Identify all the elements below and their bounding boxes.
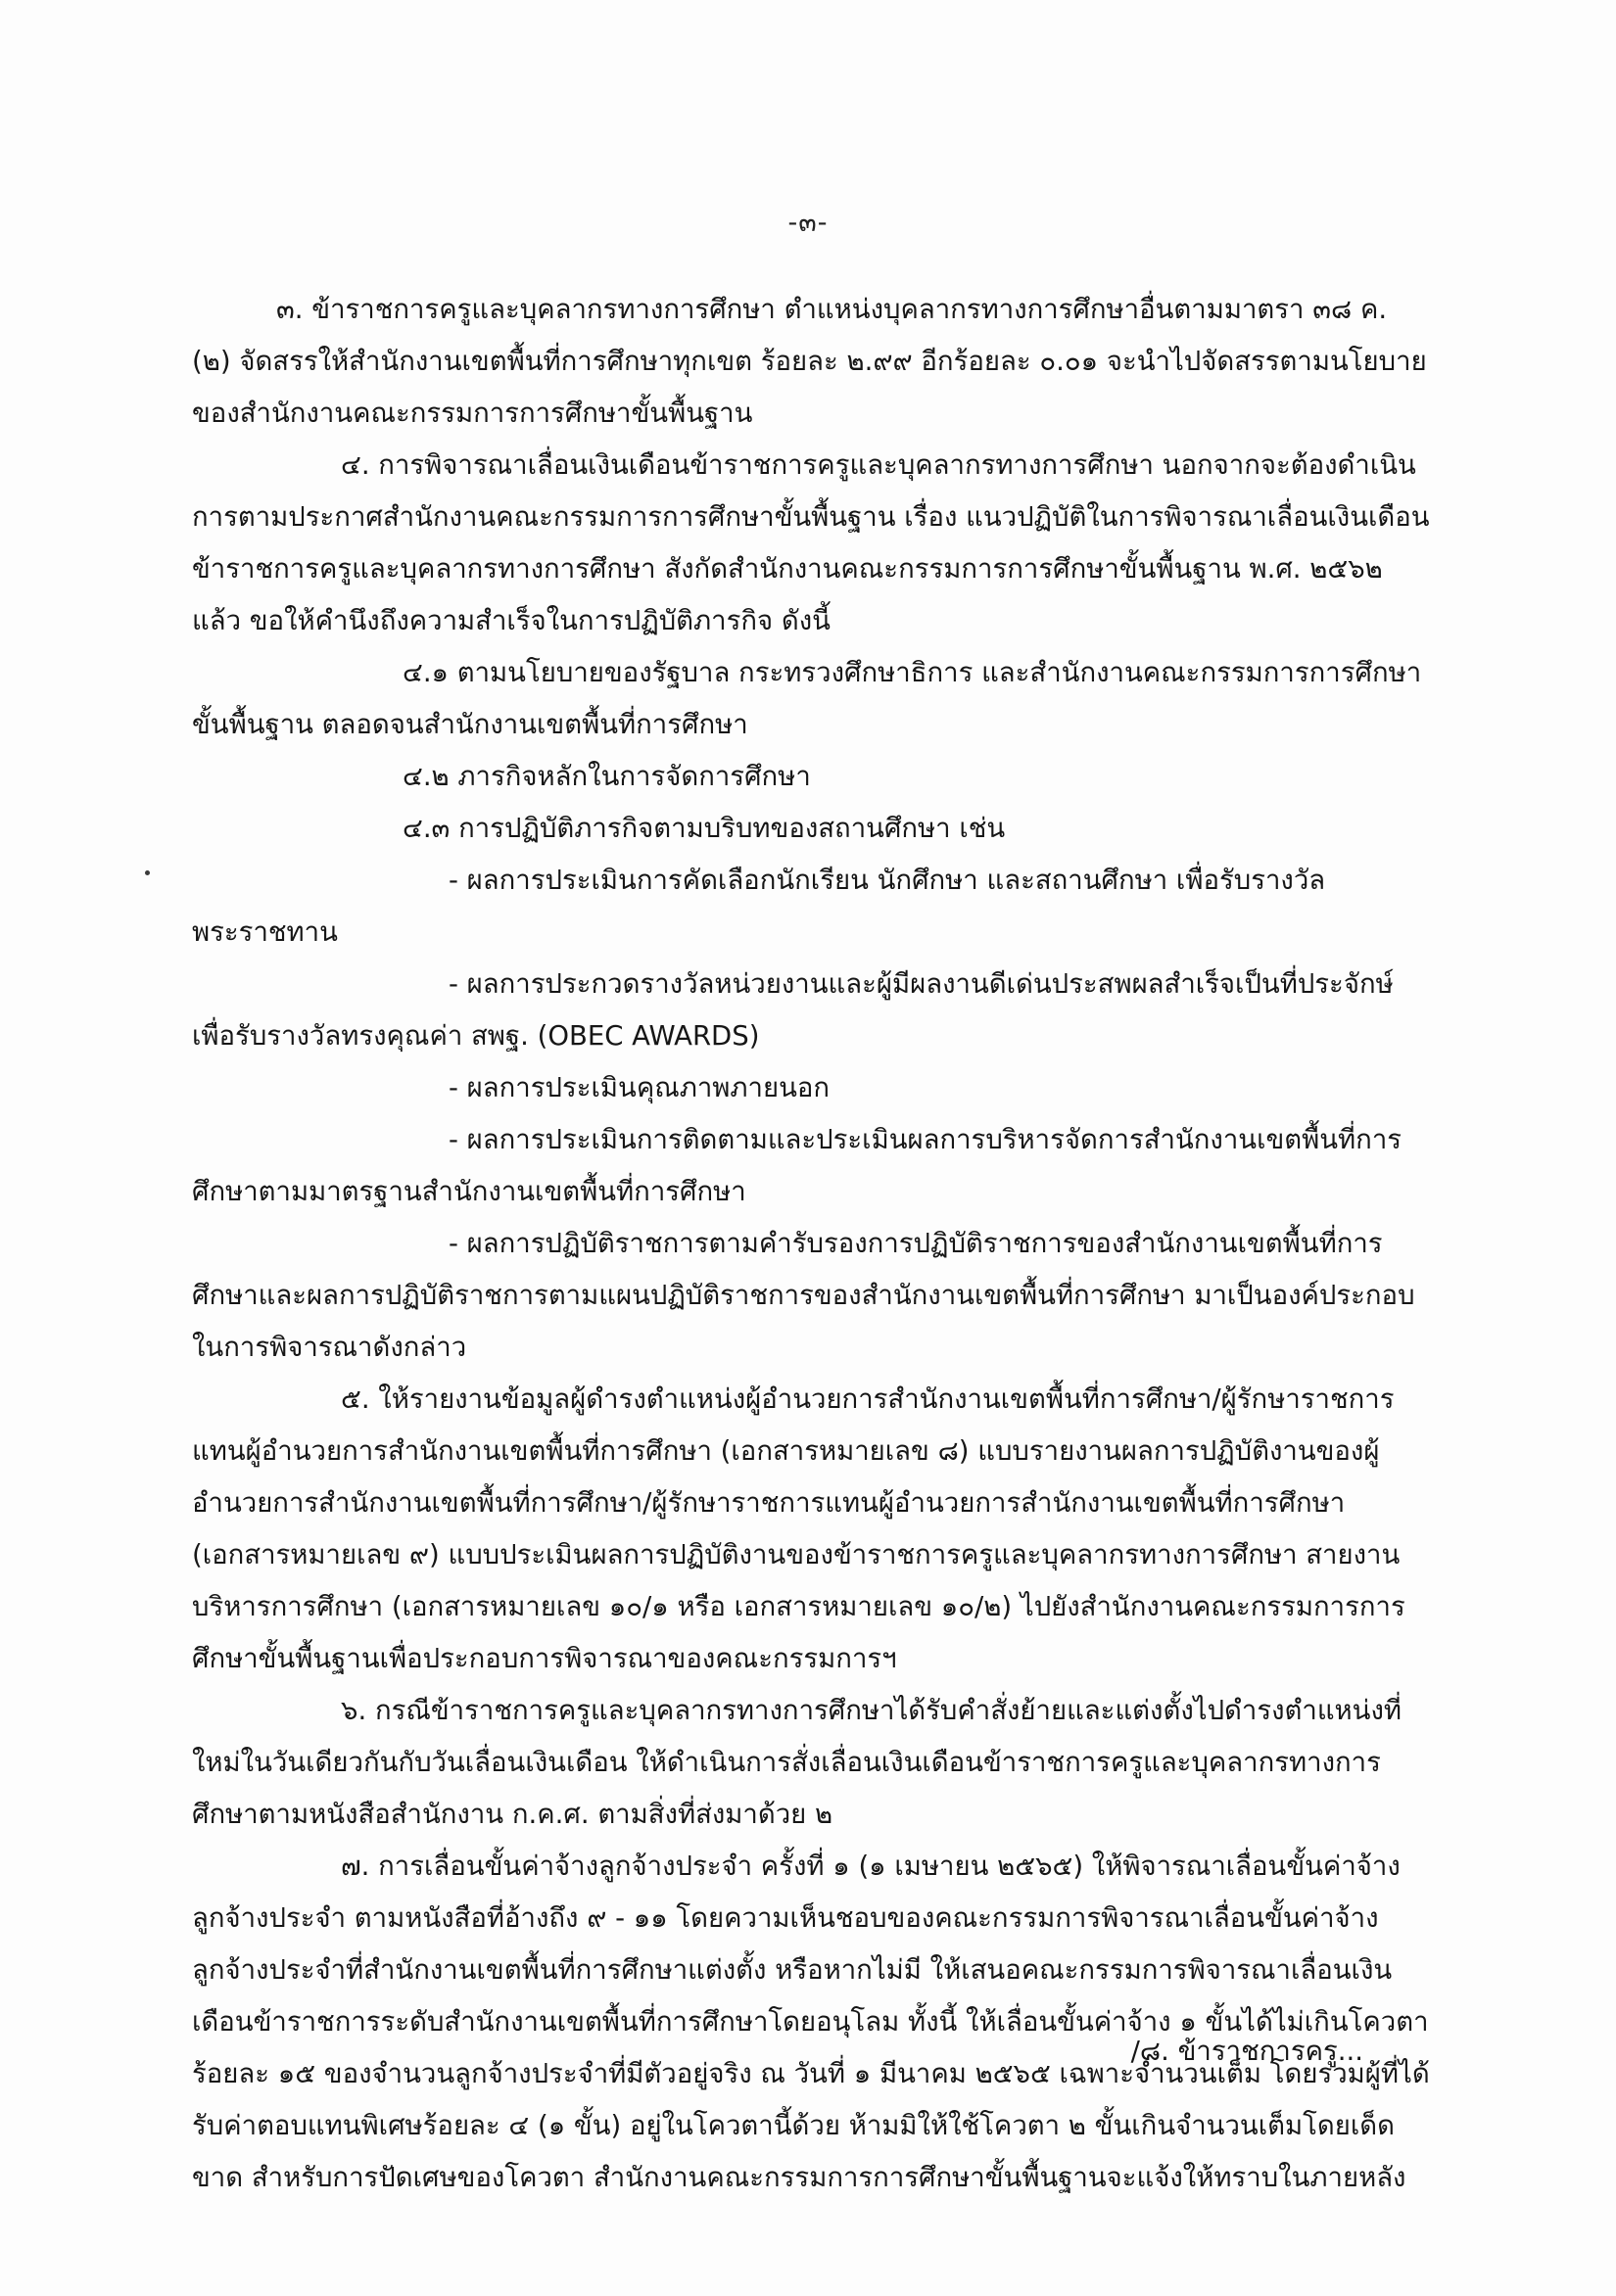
page-number: -๓- — [787, 208, 829, 238]
paragraph-4: ๔. การพิจารณาเลื่อนเงินเดือนข้าราชการครูและบุคลากรทางการศึกษา นอกจากจะต้องดำเนินการตามประกาศสำนักงานคณะกรรมการการศึกษาขั้นพื้นฐาน เรื่อง แนวปฏิบัติในการพิจารณาเลื่อนเงินเดือนข้าราชการครูและบุคลากรทางการศึกษา สังกัดสำนักงานคณะกรรมการการศึกษาขั้นพื้นฐาน พ.ศ. ๒๕๖๒ แล้ว ขอให้คำนึงถึงความสำเร็จในการปฏิบัติภารกิจ ดังนี้ — [192, 449, 1430, 636]
bullet-item-4: - ผลการประเมินการติดตามและประเมินผลการบริหารจัดการสำนักงานเขตพื้นที่การศึกษาตามมาตรฐานสำนักงานเขตพื้นที่การศึกษา — [192, 1124, 1402, 1207]
paragraph-4-1: ๔.๑ ตามนโยบายของรัฐบาล กระทรวงศึกษาธิการ และสำนักงานคณะกรรมการการศึกษาขั้นพื้นฐาน ตลอดจนสำนักงานเขตพื้นที่การศึกษา — [192, 657, 1422, 740]
paragraph-4-2: ๔.๒ ภารกิจหลักในการจัดการศึกษา — [403, 761, 811, 792]
paragraph-6: ๖. กรณีข้าราชการครูและบุคลากรทางการศึกษาได้รับคำสั่งย้ายและแต่งตั้งไปดำรงตำแหน่งที่ใหม่ในวันเดียวกันกับวันเลื่อนเงินเดือน ให้ดำเนินการสั่งเลื่อนเงินเดือนข้าราชการครูและบุคลากรทางการศึกษาตามหนังสือสำนักงาน ก.ค.ศ. ตามสิ่งที่ส่งมาด้วย ๒ — [192, 1695, 1402, 1830]
stray-ink-mark — [145, 870, 150, 875]
document-body — [192, 284, 1434, 2204]
bullet-item-2: - ผลการประกวดรางวัลหน่วยงานและผู้มีผลงานดีเด่นประสพผลสำเร็จเป็นที่ประจักษ์เพื่อรับรางวัลทรงคุณค่า สพฐ. (OBEC AWARDS) — [192, 968, 1394, 1052]
bullet-item-3: - ผลการประเมินคุณภาพภายนอก — [449, 1072, 831, 1103]
paragraph-7: ๗. การเลื่อนขั้นค่าจ้างลูกจ้างประจำ ครั้งที่ ๑ (๑ เมษายน ๒๕๖๕) ให้พิจารณาเลื่อนขั้นค่าจ้างลูกจ้างประจำ ตามหนังสือที่อ้างถึง ๙ - ๑๑ โดยความเห็นชอบของคณะกรรมการพิจารณาเลื่อนขั้นค่าจ้างลูกจ้างประจำที่สำนักงานเขตพื้นที่การศึกษาแต่งตั้ง หรือหากไม่มี ให้เสนอคณะกรรมการพิจารณาเลื่อนเงินเดือนข้าราชการระดับสำนักงานเขตพื้นที่การศึกษาโดยอนุโลม ทั้งนี้ ให้เลื่อนขั้นค่าจ้าง ๑ ขั้นได้ไม่เกินโควตาร้อยละ ๑๕ ของจำนวนลูกจ้างประจำที่มีตัวอยู่จริง ณ วันที่ ๑ มีนาคม ๒๕๖๕ เฉพาะจำนวนเต็ม โดยรวมผู้ที่ได้รับค่าตอบแทนพิเศษร้อยละ ๔ (๑ ขั้น) อยู่ในโควตานี้ด้วย ห้ามมิให้ใช้โควตา ๒ ขั้นเกินจำนวนเต็มโดยเด็ดขาด สำหรับการปัดเศษของโควตา สำนักงานคณะกรรมการการศึกษาขั้นพื้นฐานจะแจ้งให้ทราบในภายหลัง — [192, 1851, 1430, 2193]
bullet-item-1: - ผลการประเมินการคัดเลือกนักเรียน นักศึกษา และสถานศึกษา เพื่อรับรางวัลพระราชทาน — [192, 865, 1326, 948]
paragraph-4-3: ๔.๓ การปฏิบัติภารกิจตามบริบทของสถานศึกษา เช่น — [403, 813, 1006, 844]
paragraph-5: ๕. ให้รายงานข้อมูลผู้ดำรงตำแหน่งผู้อำนวยการสำนักงานเขตพื้นที่การศึกษา/ผู้รักษาราชการแทนผู้อำนวยการสำนักงานเขตพื้นที่การศึกษา (เอกสารหมายเลข ๘) แบบรายงานผลการปฏิบัติงานของผู้อำนวยการสำนักงานเขตพื้นที่การศึกษา/ผู้รักษาราชการแทนผู้อำนวยการสำนักงานเขตพื้นที่การศึกษา (เอกสารหมายเลข ๙) แบบประเมินผลการปฏิบัติงานของข้าราชการครูและบุคลากรทางการศึกษา สายงานบริหารการศึกษา (เอกสารหมายเลข ๑๐/๑ หรือ เอกสารหมายเลข ๑๐/๒) ไปยังสำนักงานคณะกรรมการการศึกษาขั้นพื้นฐานเพื่อประกอบการพิจารณาของคณะกรรมการฯ — [192, 1383, 1405, 1674]
paragraph-3: ๓. ข้าราชการครูและบุคลากรทางการศึกษา ตำแหน่งบุคลากรทางการศึกษาอื่นตามมาตรา ๓๘ ค. (๒) จัดสรรให้สำนักงานเขตพื้นที่การศึกษาทุกเขต ร้อยละ ๒.๙๙ อีกร้อยละ ๐.๐๑ จะนำไปจัดสรรตามนโยบายของสำนักงานคณะกรรมการการศึกษาขั้นพื้นฐาน — [192, 294, 1427, 429]
continuation-note: /๘. ข้าราชการครู... — [1130, 2036, 1363, 2067]
bullet-item-5: - ผลการปฏิบัติราชการตามคำรับรองการปฏิบัติราชการของสำนักงานเขตพื้นที่การศึกษาและผลการปฏิบัติราชการตามแผนปฏิบัติราชการของสำนักงานเขตพื้นที่การศึกษา มาเป็นองค์ประกอบในการพิจารณาดังกล่าว — [192, 1228, 1415, 1363]
